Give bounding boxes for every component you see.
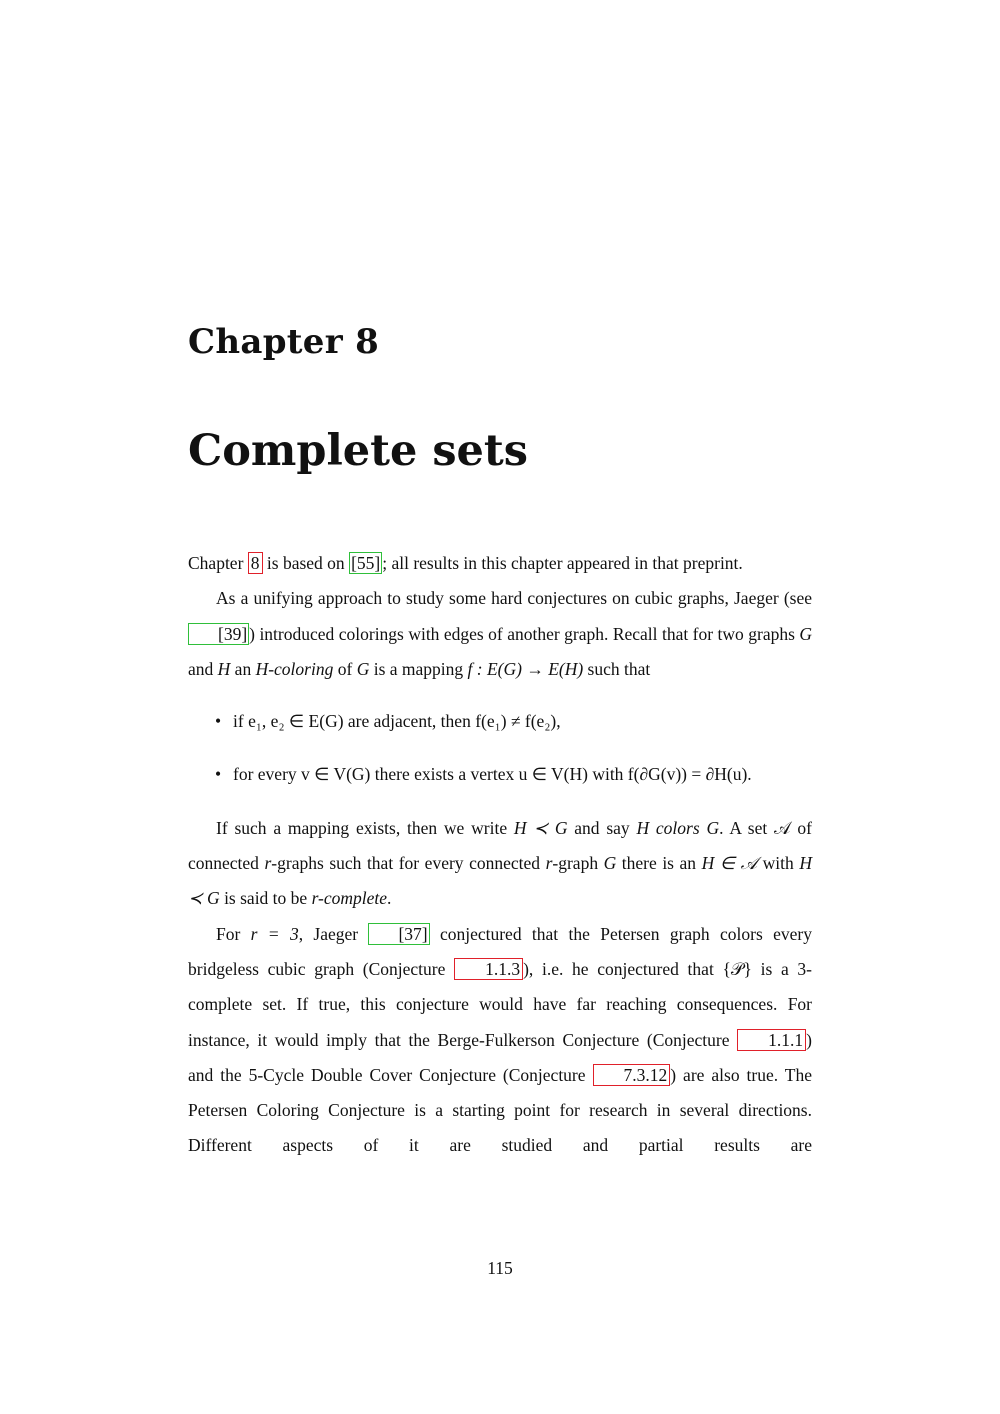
conjecture-link-1-1-1[interactable]: 1.1.1 xyxy=(737,1029,806,1051)
chapter-title: Complete sets xyxy=(188,426,528,476)
chapter-link[interactable]: 8 xyxy=(248,552,263,574)
list-item: • if e₁, e₂ ∈ E(G) are adjacent, then f(e₁) ≠ f(e₂), xyxy=(188,704,812,739)
conjecture-link-7-3-12[interactable]: 7.3.12 xyxy=(593,1064,671,1086)
paragraph-petersen: For r = 3, Jaeger [37] conjectured that the Petersen graph colors every bridgeless cubic graph (Conjecture 1.1.3 ), i.e. he conjectured that {𝒫} is a 3-complete set. If true, this conjecture would have far reaching consequences. For instance, it would imply that the Berge-Fulkerson Conjecture (Conjecture 1.1.1 ) and the 5-Cycle Double Cover Conjecture (Conjecture 7.3.12 ) are also true. The Petersen Coloring Conjecture is a starting point for research in several directions. Different aspects of it are studied and partial results are xyxy=(188,923,812,1156)
citation-link-55[interactable]: [55] xyxy=(351,553,381,573)
mapping-formula: f : E(G) → E(H) xyxy=(467,658,584,679)
condition-list xyxy=(188,704,812,793)
paragraph-complete-definition: If such a mapping exists, then we write H ≺ G and say H colors G. A set 𝒜 of connected r-graphs such that for every connected r-graph G there is an H ∈ 𝒜 with H ≺ G is said to be r-complete. xyxy=(188,817,812,909)
conjecture-link-1-1-3[interactable]: 1.1.3 xyxy=(454,958,523,980)
paragraph-intro: Chapter 8 is based on [55] ; all results in this chapter appeared in that preprint. xyxy=(188,553,743,573)
term-h-coloring: H-coloring xyxy=(255,658,334,679)
term-r-complete: r-complete xyxy=(311,888,388,909)
citation-link-39[interactable]: [39] xyxy=(188,623,249,645)
citation-link-37[interactable]: [37] xyxy=(368,923,429,945)
body-text xyxy=(188,546,812,1164)
list-item: • for every v ∈ V(G) there exists a vertex u ∈ V(H) with f(∂G(v)) = ∂H(u). xyxy=(188,757,812,792)
bullet-icon: • xyxy=(215,764,222,785)
bullet-icon: • xyxy=(215,711,222,732)
paragraph-definition: As a unifying approach to study some hard conjectures on cubic graphs, Jaeger (see [39] ) introduced colorings with edges of another graph. Recall that for two graphs G and H an H-coloring of G is a mapping f : E(G) → E(H) such that xyxy=(188,588,812,679)
chapter-label: Chapter 8 xyxy=(188,322,380,362)
page-number: 115 xyxy=(487,1258,513,1278)
